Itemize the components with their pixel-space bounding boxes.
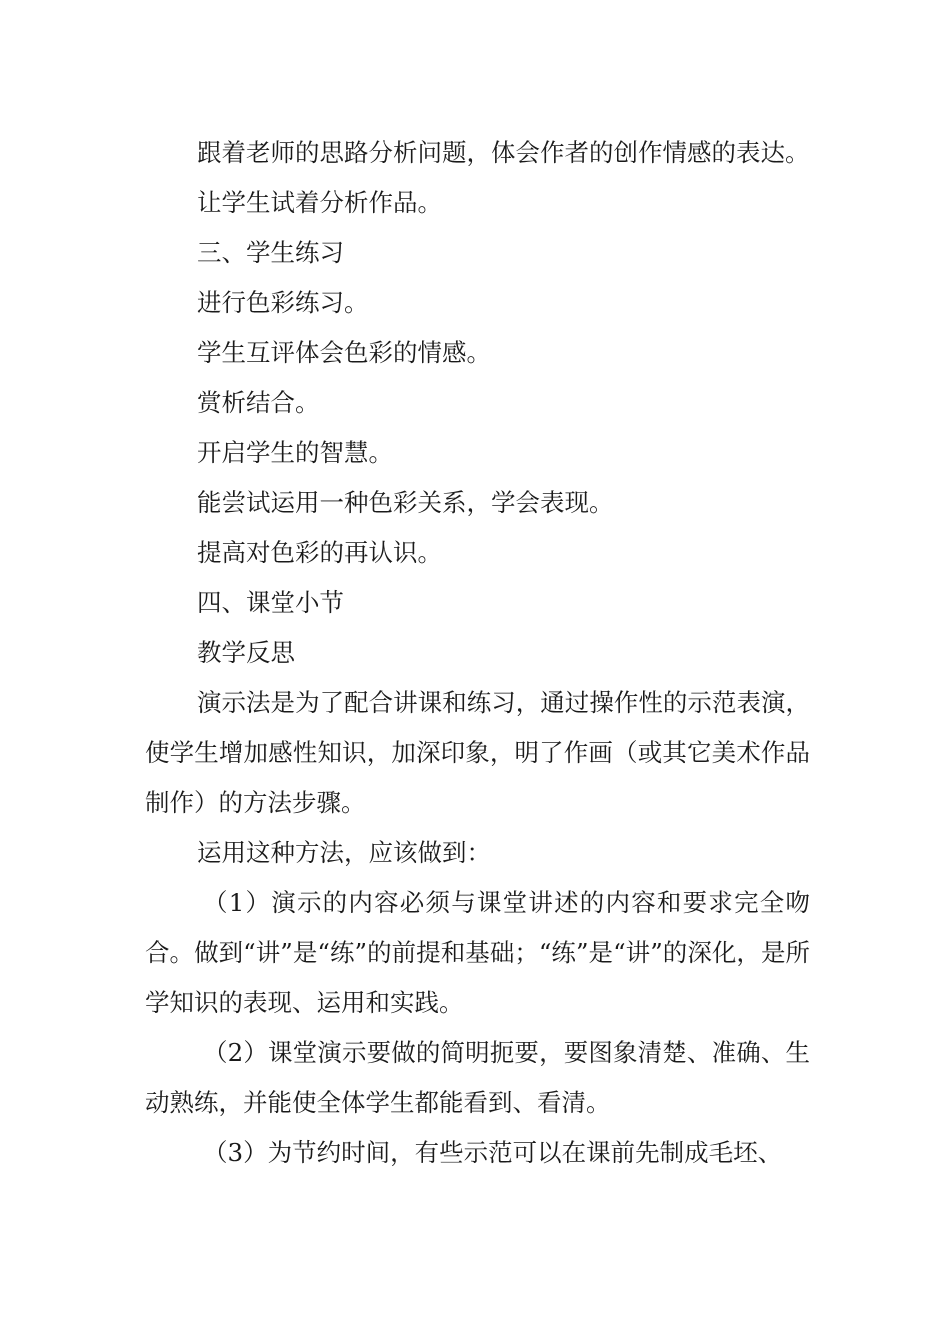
paragraph-inspire-wisdom: 开启学生的智慧。 <box>197 438 393 467</box>
paragraph-requirements-intro: 运用这种方法，应该做到： <box>197 838 491 867</box>
paragraph-demonstration-method: 演示法是为了配合讲课和练习，通过操作性的示范表演，使学生增加感性知识，加深印象，明了作画（或其它美术作品制作）的方法步骤。 <box>145 688 810 817</box>
paragraph-color-relation: 能尝试运用一种色彩关系，学会表现。 <box>197 488 614 517</box>
paragraph-color-practice: 进行色彩练习。 <box>197 288 369 317</box>
paragraph-analyze-with-teacher: 跟着老师的思路分析问题，体会作者的创作情感的表达。 <box>197 138 810 167</box>
paragraph-appreciation: 赏析结合。 <box>197 388 320 417</box>
list-item-requirement-1: （1）演示的内容必须与课堂讲述的内容和要求完全吻合。做到“讲”是“练”的前提和基础；“练”是“讲”的深化，是所学知识的表现、运用和实践。 <box>145 888 810 1017</box>
section-heading-reflection: 教学反思 <box>197 638 295 667</box>
list-item-requirement-2: （2）课堂演示要做的简明扼要，要图象清楚、准确、生动熟练，并能使全体学生都能看到、看清。 <box>145 1038 810 1117</box>
section-heading-summary: 四、课堂小节 <box>197 588 344 617</box>
paragraph-color-recognition: 提高对色彩的再认识。 <box>197 538 442 567</box>
section-heading-student-practice: 三、学生练习 <box>197 238 344 267</box>
list-item-requirement-3: （3）为节约时间，有些示范可以在课前先制成毛坯、 <box>203 1138 783 1167</box>
paragraph-peer-review: 学生互评体会色彩的情感。 <box>197 338 491 367</box>
document-body <box>145 128 810 1178</box>
paragraph-students-analyze: 让学生试着分析作品。 <box>197 188 442 217</box>
